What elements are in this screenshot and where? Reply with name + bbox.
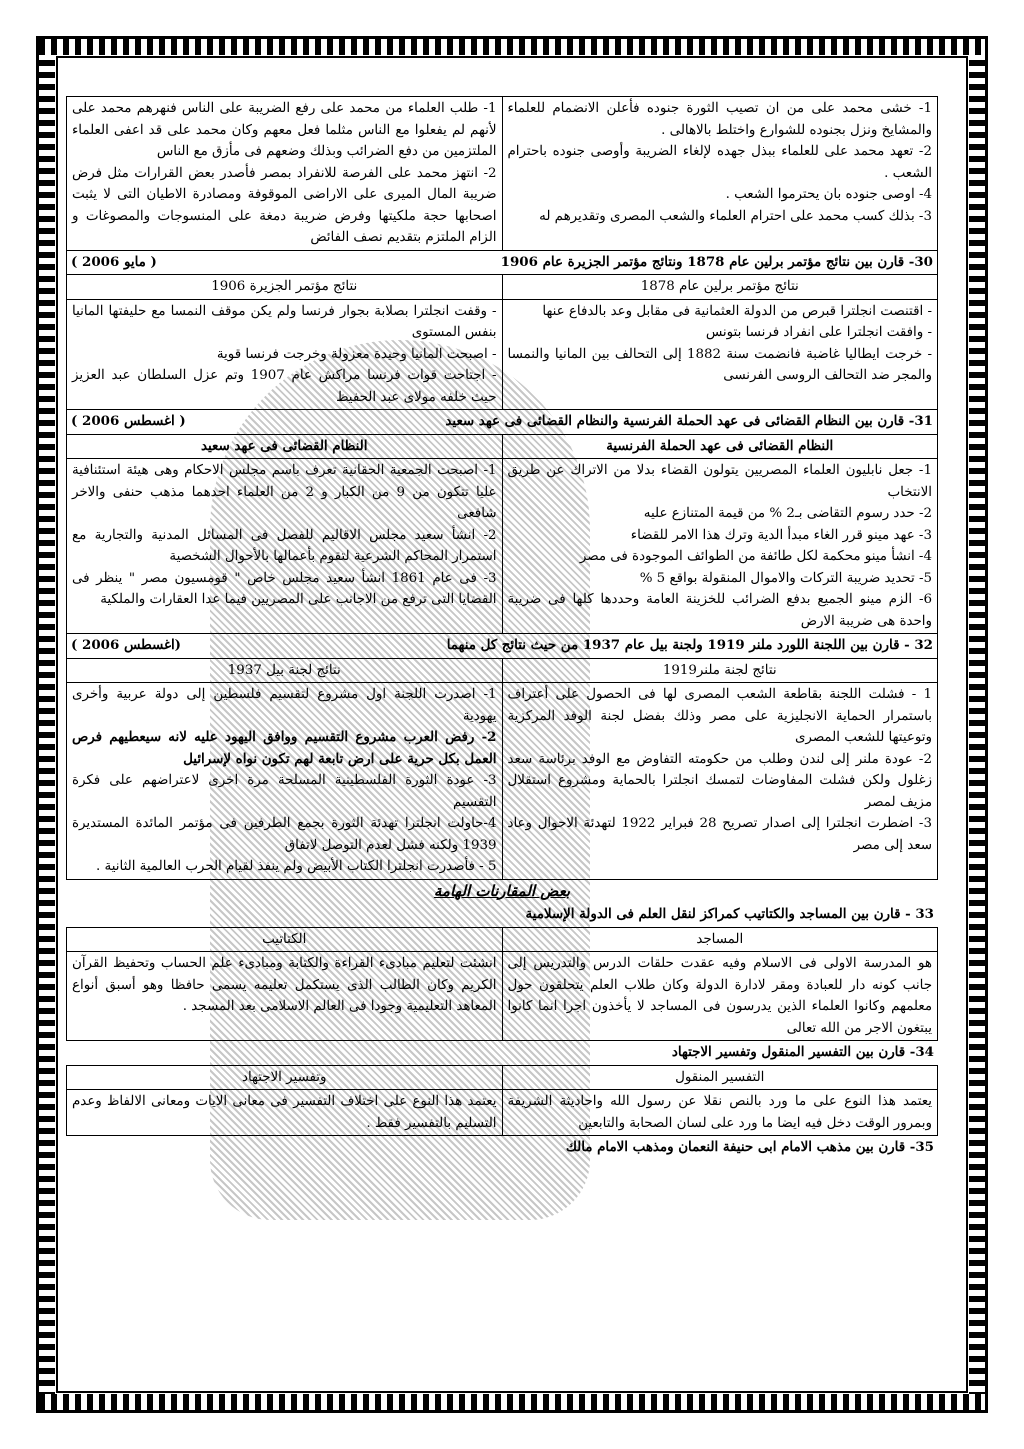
q33-title: 33 - قارن بين المساجد والكتاتيب كمراكز لنقل العلم فى الدولة الإسلامية [525,906,934,922]
q33-right-cell: هو المدرسة الاولى فى الاسلام وفيه عقدت حلقات الدرس والتدريس إلى جانب كونه دار للعبادة ومقر لادارة الدولة وكان طلاب العلم يتحلقون حول معلمهم وكانوا العلماء الذين يدرسون فى المساجد لا يأخذون اجرا انما كانوا يبتغون الاجر من الله تعالى [502,952,938,1041]
q31-left-header: النظام القضائى فى عهد سعيد [67,434,503,459]
q29-left-item: 2- انتهز محمد على الفرصة للانفراد بمصر فأصدر بعض القرارات مثل فرض ضريبة المال الميرى على الاراضى الموقوفة ومصادرة الاطيان التى لا يثبت اصحابها حجة ملكيتها وفرض ضريبة دمغة على المنسوجات والمصوغات و الزام الملتزم بتقديم نصف الفائض [72,165,497,245]
q32-right-cell [502,683,938,880]
q31-right-item: 3- عهد مينو قرر الغاء مبدأ الدية وترك هذا الامر للقضاء [630,527,932,543]
q31-right-cell [502,459,938,634]
q32-left-item: 1- اصدرت اللجنة اول مشروع لتقسيم فلسطين إلى دولة عربية وأخرى يهودية [72,687,497,724]
q35-title: 35- قارن بين مذهب الامام ابى حنيفة النعمان ومذهب الامام مالك [565,1139,934,1155]
q31-left-cell [67,459,503,634]
q31-table [66,434,938,635]
q31-right-item: 4- انشأ مينو محكمة لكل طائفة من الطوائف الموجودة فى مصر [579,549,932,564]
q30-left-item: - اجتاحت قوات فرنسا مراكش عام 1907 وتم عزل السلطان عبد العزيز حيث خلفه مولاى عبد الحفيظ [72,368,497,405]
q30-left-item: - وقفت انجلترا بصلابة بجوار فرنسا ولم يكن موقف النمسا مع حليفتها المانيا بنفس المستوى [72,303,497,340]
q32-left-item: 3- عودة الثورة الفلسطينية المسلحة مرة اخرى لاعتراضهم على فكرة التقسيم [72,773,497,810]
q31-right-item: 1- جعل نابليون العلماء المصريين يتولون القضاء بدلا من الاتراك عن طريق الانتخاب [507,463,932,500]
document-body [66,96,938,1160]
q33-left-header: الكتاتيب [67,927,503,952]
q32-title: 32 - قارن بين اللجنة اللورد ملنر 1919 ولجنة بيل عام 1937 من حيث نتائج كل منهما [446,637,933,653]
q34-right-header: التفسير المنقول [502,1065,938,1090]
q30-date: ( مايو 2006 ) [71,253,157,270]
q31-date: ( اغسطس 2006 ) [71,413,186,429]
q30-left-item: - اصبحت المانيا وحيدة معزولة وخرجت فرنسا قوية [216,346,497,362]
q34-left-cell: يعتمد هذا النوع على اختلاف التفسير فى معانى الايات ومعانى الالفاظ وعدم التسليم بالتفسير فقط . [67,1090,503,1136]
q29-right-item: 4- اوصى جنوده بان يحترموا الشعب . [725,187,932,202]
q32-right-item: 1 - فشلت اللجنة بقاطعة الشعب المصرى لها فى الحصول على أعتراف باستمرار الحماية الانجليزية على مصر وذلك بفضل لجنة الوفد المركزية وتوعيتها للشعب المصرى [507,687,932,745]
q30-right-header: نتائج مؤتمر برلين عام 1878 [502,275,938,300]
q29-right-item: 3- بذلك كسب محمد على احترام العلماء والشعب المصرى وتقديرهم له [539,208,932,224]
q32-table [66,658,938,880]
q30-right-item: - وافقت انجلترا على انفراد فرنسا بتونس [705,325,932,340]
q32-right-item: 3- اضطرت انجلترا إلى اصدار تصريح 28 فبراير 1922 لتهدئة الاحوال وعاد سعد إلى مصر [507,816,932,853]
q34-title: 34- قارن بين التفسير المنقول وتفسير الاجتهاد [671,1044,934,1060]
q31-right-header: النظام القضائى فى عهد الحملة الفرنسية [502,434,938,459]
q29-table [66,96,938,251]
q29-right-item: 1- خشى محمد على من ان تصيب الثورة جنوده فأعلن الانضمام للعلماء والمشايخ ونزل بجنوده للشوارع واختلط بالاهالى . [507,101,932,138]
q32-right-item: 2- عودة ملنر إلى لندن وطلب من حكومته التفاوض مع الوفد برئاسة سعد زغلول ولكن فشلت المفاوضات لتمسك انجلترا بالحماية ومشروع استقلال مزيف لمصر [507,751,932,810]
q34-right-cell: يعتمد هذا النوع على ما ورد بالنص نقلا عن رسول الله واحاديثة الشريفة وبمرور الوقت دخل فيه ايضا ما ورد على لسان الصحابة والتابعين [502,1090,938,1136]
q30-title: 30- قارن بين نتائج مؤتمر برلين عام 1878 ونتائج مؤتمر الجزيرة عام 1906 [500,253,933,270]
q30-left-header: نتائج مؤتمر الجزيرة 1906 [67,275,503,300]
q30-right-cell [502,299,938,410]
q31-right-item: 5- تحديد ضريبة التركات والاموال المنقولة بواقع 5 % [639,570,932,586]
q34-table [66,1065,938,1137]
q31-right-item: 6- الزم مينو الجميع بدفع الضرائب للخزينة العامة وحددها كلها فى ضريبة واحدة هى ضريبة الارض [507,592,932,629]
section-heading: بعض المقارنات الهامة [433,881,571,900]
q31-title: 31- قارن بين النظام القضائى فى عهد الحملة الفرنسية والنظام القضائى فى عهد سعيد [445,413,933,429]
q32-right-header: نتائج لجنة ملنر1919 [502,658,938,683]
q31-left-item: 3- فى عام 1861 انشأ سعيد مجلس خاص " قومسيون مصر " ينظر فى القضايا التى ترفع من الاجانب على المصريين فيما عدا العقارات والملكية [72,570,497,607]
q30-right-item: - اقتنصت انجلترا قبرص من الدولة العثمانية فى مقابل وعد بالدفاع عنها [542,303,932,319]
q30-title-row [66,251,938,275]
q31-title-row [66,410,938,434]
q32-left-cell [67,683,503,880]
q32-left-header: نتائج لجنة بيل 1937 [67,658,503,683]
q29-left-cell [67,97,503,251]
q30-right-item: - خرجت ايطاليا غاضبة فانضمت سنة 1882 إلى التحالف بين المانيا والنمسا والمجر ضد التحالف الروسى الفرنسى [507,346,932,383]
q32-left-item: 4-حاولت انجلترا تهدئة الثورة بجمع الطرفين فى مؤتمر المائدة المستديرة 1939 ولكنه فشل لعدم التوصل لاتفاق [72,816,497,853]
q30-left-cell [67,299,503,410]
q34-left-header: وتفسير الاجتهاد [67,1065,503,1090]
q30-table [66,274,938,410]
q29-left-item: 1- طلب العلماء من محمد على رفع الضريبة على الناس فنهرهم محمد على لأنهم لم يفعلوا مع الناس مثلما فعل معهم وكان محمد على قد اعفى العلماء الملتزمين من دفع الضرائب وبذلك وضعهم فى مأزق مع الناس [72,101,497,159]
q29-right-item: 2- تعهد محمد على للعلماء ببذل جهده لإلغاء الضريبة وأوصى جنوده باحترام الشعب . [507,144,932,181]
q33-left-cell: انشئت لتعليم مبادىء القراءة والكتابة ومبادىء علم الحساب وتحفيظ القرآن الكريم وكان الطالب الذى يستكمل تعليمه يسمى حافظا وهو أسبق أنواع المعاهد التعليمية وجودا فى العالم الاسلامى بعد المسجد . [67,952,503,1041]
q32-left-item: 2- رفض العرب مشروع التقسيم ووافق اليهود عليه لانه سيعطيهم فرص العمل بكل حرية على ارض تابعة لهم تكون نواه لإسرائيل [72,729,497,767]
q33-table [66,927,938,1042]
q31-left-item: 2- انشأ سعيد مجلس الاقاليم للفصل فى المسائل المدنية والتجارية مع استمرار المحاكم الشرعية لتقوم بأعمالها بالأحوال الشخصية [72,527,497,564]
q32-title-row [66,634,938,658]
q31-right-item: 2- حدد رسوم التقاضى بـ2 % من قيمة المتنازع عليه [643,506,932,521]
q32-left-item: 5 - فأصدرت انجلترا الكتاب الأبيض ولم ينفذ لقيام الحرب العالمية الثانية . [96,859,497,874]
q32-date: (اغسطس 2006 ) [71,637,182,653]
q33-right-header: المساجد [502,927,938,952]
q31-left-item: 1- اصبحت الجمعية الحقانية تعرف باسم مجلس الاحكام وهى هيئة استئنافية عليا تتكون من 9 من الكبار و 2 من العلماء احدهما مذهب حنفى والاخر شافعى [72,463,497,521]
q29-right-cell [502,97,938,251]
